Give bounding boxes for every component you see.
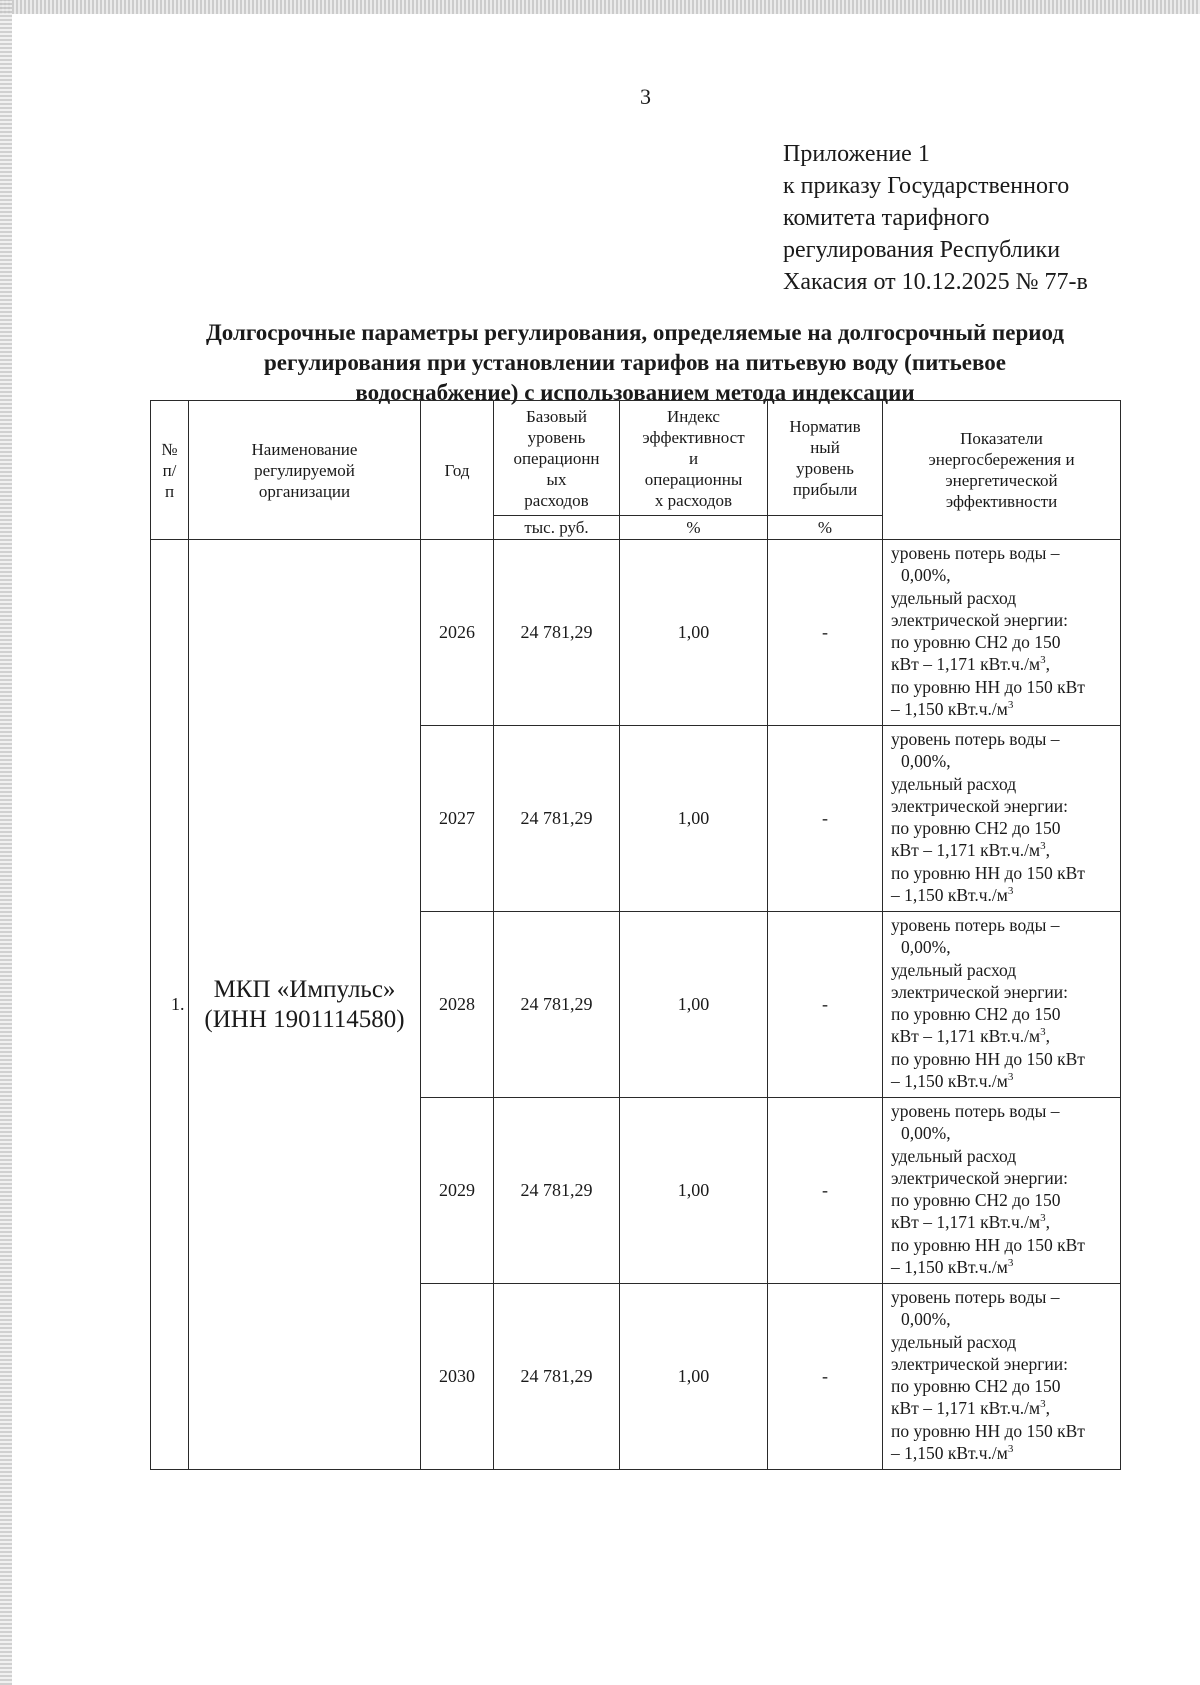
header-org: Наименование регулируемой организации [189, 401, 421, 540]
title-line: Долгосрочные параметры регулирования, определяемые на долгосрочный период [205, 320, 1065, 345]
appendix-block [783, 138, 1183, 298]
header-efficiency-index: Индекс эффективност и операционны х расходов [620, 401, 768, 516]
profit-cell: - [768, 1098, 883, 1284]
document-title [150, 318, 1120, 408]
row-number: 1. [151, 540, 189, 1470]
profit-cell: - [768, 726, 883, 912]
efficiency-index-cell: 1,00 [620, 1284, 768, 1470]
organization-name: МКП «Импульс» (ИНН 1901114580) [189, 540, 421, 1470]
table-row [151, 540, 1121, 726]
energy-indicators-cell: уровень потерь воды – 0,00%, удельный расход электрической энергии: по уровню СН2 до 150 кВт – 1,171 $кВт.ч./м^3$, по уровню НН до 150 кВт – 1,150 $кВт.ч./м^3$ [883, 1098, 1121, 1284]
appendix-line: регулирования Республики [783, 237, 1061, 263]
scan-edge-top [0, 0, 1200, 14]
appendix-line: к приказу Государственного [783, 173, 1070, 199]
appendix-line: Приложение 1 [783, 141, 930, 167]
year-cell: 2029 [421, 1098, 494, 1284]
header-profit: Норматив ный уровень прибыли [768, 401, 883, 516]
appendix-line: Хакасия от 10.12.2025 № 77-в [783, 269, 1088, 295]
efficiency-index-cell: 1,00 [620, 726, 768, 912]
profit-cell: - [768, 1284, 883, 1470]
year-cell: 2030 [421, 1284, 494, 1470]
profit-cell: - [768, 540, 883, 726]
energy-indicators-cell: уровень потерь воды – 0,00%, удельный расход электрической энергии: по уровню СН2 до 150 кВт – 1,171 $кВт.ч./м^3$, по уровню НН до 150 кВт – 1,150 $кВт.ч./м^3$ [883, 912, 1121, 1098]
scan-edge-left [0, 0, 12, 1685]
efficiency-index-cell: 1,00 [620, 1098, 768, 1284]
title-line: регулирования при установлении тарифов на питьевую воду (питьевое [264, 350, 1006, 375]
base-expenses-cell: 24 781,29 [494, 726, 620, 912]
base-expenses-cell: 24 781,29 [494, 912, 620, 1098]
unit-index: % [620, 516, 768, 540]
efficiency-index-cell: 1,00 [620, 912, 768, 1098]
appendix-line: комитета тарифного [783, 205, 990, 231]
year-cell: 2028 [421, 912, 494, 1098]
year-cell: 2027 [421, 726, 494, 912]
header-base-expenses: Базовый уровень операционн ых расходов [494, 401, 620, 516]
unit-profit: % [768, 516, 883, 540]
base-expenses-cell: 24 781,29 [494, 1284, 620, 1470]
profit-cell: - [768, 912, 883, 1098]
header-energy-indicators: Показатели энергосбережения и энергетической эффективности [883, 401, 1121, 540]
header-num: № п/ п [151, 401, 189, 540]
base-expenses-cell: 24 781,29 [494, 540, 620, 726]
energy-indicators-cell: уровень потерь воды – 0,00%, удельный расход электрической энергии: по уровню СН2 до 150 кВт – 1,171 $кВт.ч./м^3$, по уровню НН до 150 кВт – 1,150 $кВт.ч./м^3$ [883, 540, 1121, 726]
energy-indicators-cell: уровень потерь воды – 0,00%, удельный расход электрической энергии: по уровню СН2 до 150 кВт – 1,171 $кВт.ч./м^3$, по уровню НН до 150 кВт – 1,150 $кВт.ч./м^3$ [883, 726, 1121, 912]
parameters-table [150, 400, 1121, 1470]
header-year: Год [421, 401, 494, 540]
year-cell: 2026 [421, 540, 494, 726]
efficiency-index-cell: 1,00 [620, 540, 768, 726]
unit-base: тыс. руб. [494, 516, 620, 540]
energy-indicators-cell: уровень потерь воды – 0,00%, удельный расход электрической энергии: по уровню СН2 до 150 кВт – 1,171 $кВт.ч./м^3$, по уровню НН до 150 кВт – 1,150 $кВт.ч./м^3$ [883, 1284, 1121, 1470]
header-row [151, 401, 1121, 516]
page-number: 3 [640, 84, 651, 109]
base-expenses-cell: 24 781,29 [494, 1098, 620, 1284]
title-line: водоснабжение) с использованием метода индексации [355, 380, 915, 405]
